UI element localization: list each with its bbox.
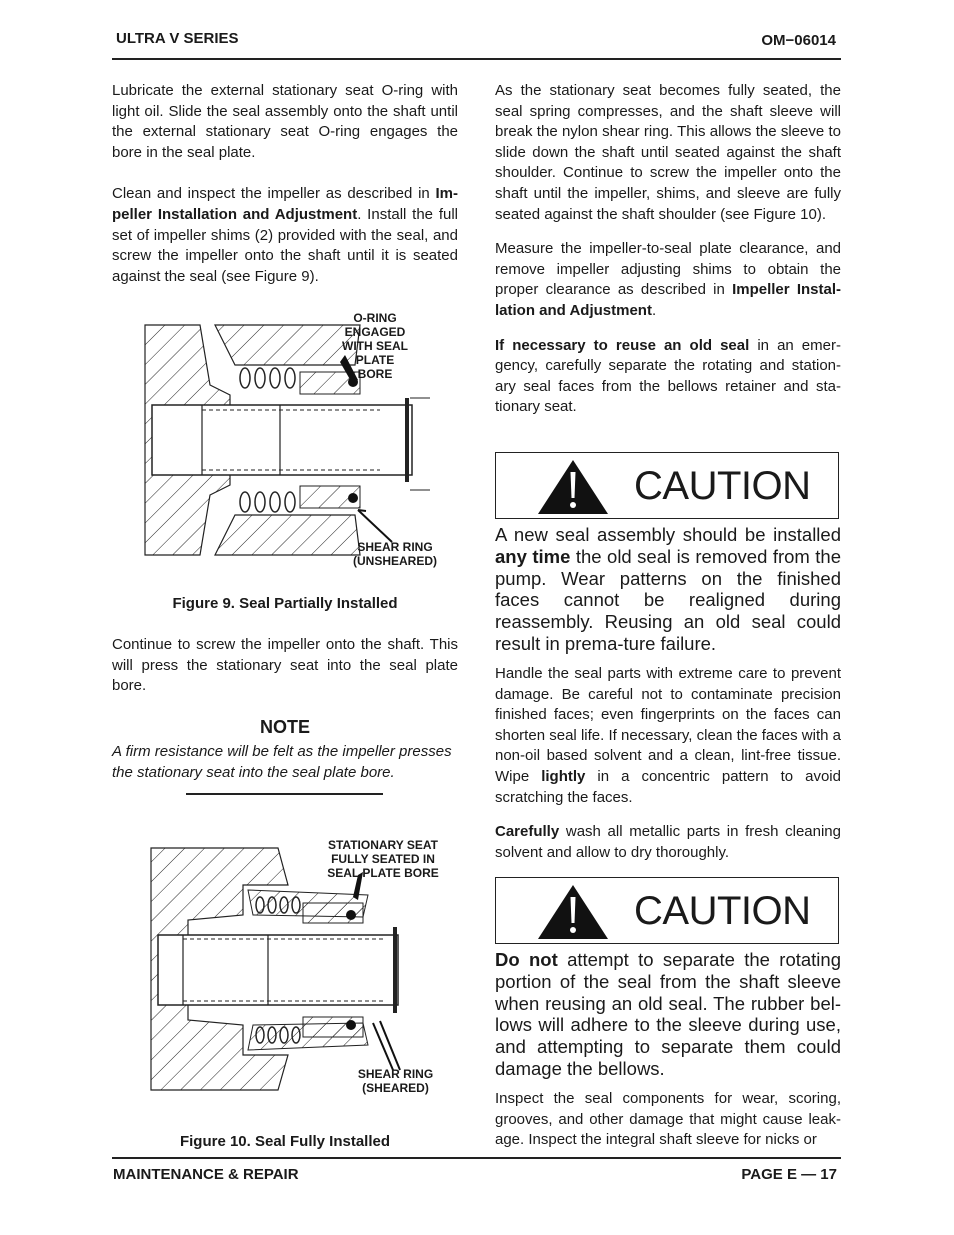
warning-triangle-icon [536,458,610,516]
caution-heading: CAUTION [634,464,811,508]
paragraph: Measure the impeller-to-seal plate clearance, and remove impeller adjusting shims to obtain the proper clearance as described in Impeller Instal-lation and Adjustment. [495,240,841,319]
header-series: ULTRA V SERIES [116,30,239,47]
figure-9-diagram [140,310,470,570]
caution-text-2: Do not attempt to separate the rotating portion of the seal from the shaft sleeve when reusing an old seal. The rubber bel-lows will adhere to the sleeve during use, and attempting to separate them could damage the bellows. [495,949,841,1079]
paragraph: Lubricate the external stationary seat O-ring with light oil. Slide the seal assembly onto the shaft until the external stationary seat O-ring engages the bore in the seal plate. [112,82,458,161]
caution-text-1: A new seal assembly should be installed any time the old seal is removed from the pump. Wear patterns on the finished faces cannot be realigned during reassembly. Reusing an old seal could result in prema-ture failure. [495,524,841,654]
figure-9-label-shear-ring: SHEAR RING (UNSHEARED) [353,540,437,568]
footer-section: MAINTENANCE & REPAIR [113,1166,299,1183]
paragraph: Inspect the seal components for wear, scoring, grooves, and other damage that might cause leak-age. Inspect the integral shaft sleeve for nicks or [495,1090,841,1149]
left-column-middle [112,635,458,718]
figure-9-caption: Figure 9. Seal Partially Installed [172,595,398,612]
footer-page-number: PAGE E — 17 [741,1166,837,1183]
caution-heading: CAUTION [634,889,811,933]
right-column-middle [495,664,841,884]
right-column-top [495,81,841,439]
footer-rule [112,1157,841,1159]
figure-10-label-shear-ring: SHEAR RING (SHEARED) [357,1067,434,1095]
figure-10-diagram [148,845,418,1095]
figure-9-label-oring: O-RING ENGAGED WITH SEAL PLATE BORE [342,311,408,381]
header-rule [112,58,841,60]
note-divider [186,793,383,795]
paragraph: Continue to screw the impeller onto the shaft. This will press the stationary seat into the seal plate bore. [112,636,458,695]
caution-box-1 [495,452,839,519]
paragraph: Clean and inspect the impeller as described in Im-peller Installation and Adjustment. Install the full set of impeller shims (2) provided with the seal, and screw the impeller onto the shaft until it is seated against the seal (see Figure 9). [112,185,458,285]
paragraph: Carefully wash all metallic parts in fresh cleaning solvent and allow to dry thoroughly. [495,823,841,861]
paragraph: If necessary to reuse an old seal in an emer-gency, carefully separate the rotating and station-ary seal faces from the bellows retainer and sta-tionary seat. [495,336,841,416]
figure-10-label-stationary-seat: STATIONARY SEAT FULLY SEATED IN SEAL PLATE BORE [327,838,439,880]
paragraph: As the stationary seat becomes fully seated, the seal spring compresses, and the shaft sleeve will break the nylon shear ring. This allows the sleeve to slide down the shaft until seated against the shaft shoulder. Continue to screw the impeller onto the shaft until the impeller, shims, and sleeve are fully seated against the shaft shoulder (see Figure 10). [495,82,841,223]
caution-box-2 [495,877,839,944]
figure-10-caption: Figure 10. Seal Fully Installed [179,1133,391,1150]
note-text: A firm resistance will be felt as the impeller presses the stationary seat into the seal plate bore. [112,743,452,781]
header-doc-number: OM−06014 [761,32,836,49]
paragraph: Handle the seal parts with extreme care to prevent damage. Be careful not to contaminate precision finished faces; even fingerprints on the faces can shorten seal life. If necessary, clean the faces with a non-oil based solvent and a clean, lint-free tissue. Wipe lightly in a concentric pattern to avoid scratching the faces. [495,665,841,806]
warning-triangle-icon [536,883,610,941]
left-column-top [112,81,458,308]
note-title: NOTE [259,717,310,737]
right-column-bottom [495,1089,841,1151]
